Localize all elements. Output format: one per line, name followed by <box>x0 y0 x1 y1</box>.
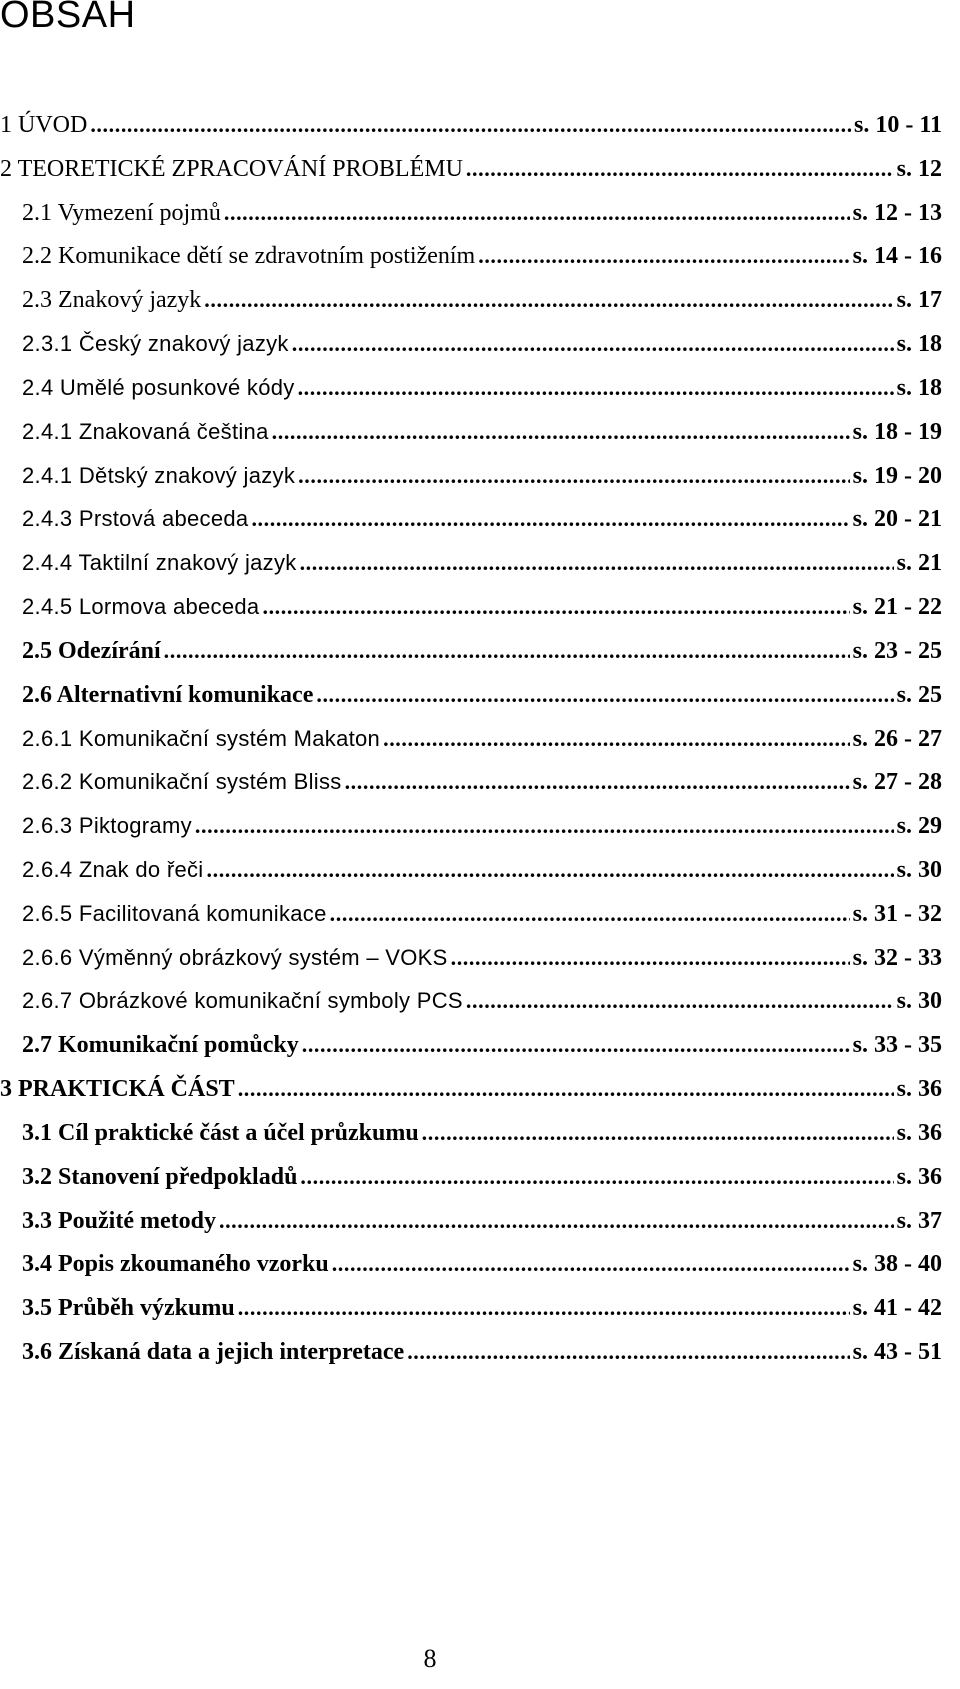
toc-leader-dots <box>451 943 850 973</box>
toc-entry-label: 2.6.4 Znak do řeči <box>22 856 204 882</box>
toc-entry[interactable] <box>22 373 942 403</box>
toc-entry-label: 2.6.5 Facilitovaná komunikace <box>22 900 327 926</box>
toc-entry-page: s. 18 <box>896 331 942 358</box>
toc-leader-dots <box>90 110 851 140</box>
toc-entry-page: s. 10 - 11 <box>853 112 942 138</box>
toc-entry-label: 2.4.1 Znakovaná čeština <box>22 418 269 444</box>
toc-leader-dots <box>238 1293 850 1323</box>
toc-entry[interactable] <box>22 592 942 622</box>
toc-entry-page: s. 21 - 22 <box>852 594 942 621</box>
toc-entry-label: 2.1 Vymezení pojmů <box>22 199 221 226</box>
toc-leader-dots <box>466 154 894 184</box>
toc-entry[interactable] <box>22 943 942 973</box>
toc-leader-dots <box>332 1249 850 1279</box>
toc-leader-dots <box>422 1118 894 1148</box>
toc-entry[interactable] <box>22 548 942 578</box>
toc-entry-page: s. 27 - 28 <box>852 769 942 796</box>
toc-entry-label: 3.1 Cíl praktické část a účel průzkumu <box>22 1119 419 1146</box>
toc-leader-dots <box>195 811 894 841</box>
toc-leader-dots <box>164 636 850 666</box>
toc-leader-dots <box>219 1206 894 1236</box>
toc-leader-dots <box>407 1337 849 1367</box>
toc-entry[interactable] <box>0 154 942 184</box>
toc-entry-page: s. 20 - 21 <box>852 506 942 533</box>
toc-entry-label: 2.6 Alternativní komunikace <box>22 681 314 708</box>
toc-entry-label: 2.6.2 Komunikační systém Bliss <box>22 769 342 795</box>
toc-leader-dots <box>298 373 894 403</box>
toc-entry[interactable] <box>22 724 942 754</box>
toc-entry[interactable] <box>22 636 942 666</box>
toc-entry-label: 2.7 Komunikační pomůcky <box>22 1032 299 1059</box>
toc-entry[interactable] <box>22 1030 942 1060</box>
toc-entry[interactable] <box>22 680 942 710</box>
toc-entry-label: 2.6.6 Výměnný obrázkový systém – VOKS <box>22 944 448 970</box>
toc-entry-label: 3.3 Použité metody <box>22 1207 216 1234</box>
toc-entry[interactable] <box>22 285 942 315</box>
toc-entry-page: s. 14 - 16 <box>852 243 942 270</box>
toc-entry-label: 2.4.3 Prstová abeceda <box>22 506 249 532</box>
toc-entry-page: s. 23 - 25 <box>852 637 942 664</box>
toc-leader-dots <box>383 724 850 754</box>
toc-entry-page: s. 36 <box>896 1076 942 1103</box>
toc-leader-dots <box>466 986 894 1016</box>
toc-entry[interactable] <box>22 1249 942 1279</box>
toc-entry-page: s. 17 <box>896 287 942 314</box>
toc-entry[interactable] <box>22 767 942 797</box>
toc-leader-dots <box>238 1074 894 1104</box>
toc-entry-page: s. 37 <box>896 1207 942 1234</box>
page-number: 8 <box>423 1644 437 1673</box>
toc-entry-label: 2.4.4 Taktilní znakový jazyk <box>22 550 297 576</box>
toc-leader-dots <box>224 198 850 228</box>
toc-entry-label: 2 TEORETICKÉ ZPRACOVÁNÍ PROBLÉMU <box>0 155 463 182</box>
toc-entry-label: 2.4.5 Lormova abeceda <box>22 594 260 620</box>
toc-entry[interactable] <box>22 461 942 491</box>
toc-leader-dots <box>345 767 850 797</box>
toc-entry-label: 1 ÚVOD <box>0 112 88 138</box>
toc-entry[interactable] <box>22 1162 942 1192</box>
toc-entry[interactable] <box>0 1074 942 1104</box>
toc-entry-page: s. 12 <box>896 155 942 182</box>
toc-leader-dots <box>298 461 850 491</box>
toc-entry[interactable] <box>22 1337 942 1367</box>
toc-entry[interactable] <box>22 1206 942 1236</box>
toc-entry[interactable] <box>22 417 942 447</box>
toc-entry-label: 2.6.3 Piktogramy <box>22 813 192 839</box>
toc-entry-page: s. 33 - 35 <box>852 1032 942 1059</box>
toc-leader-dots <box>300 1162 893 1192</box>
toc-entry[interactable] <box>22 241 942 271</box>
toc-leader-dots <box>251 504 849 534</box>
toc-entry-label: 2.5 Odezírání <box>22 637 161 664</box>
toc-entry-page: s. 43 - 51 <box>852 1339 942 1365</box>
toc-entry[interactable] <box>22 504 942 534</box>
toc-entry-page: s. 18 - 19 <box>852 418 942 445</box>
toc-entry-page: s. 25 <box>896 681 942 708</box>
toc-entry-page: s. 38 - 40 <box>852 1251 942 1278</box>
toc-entry-page: s. 32 - 33 <box>852 944 942 971</box>
toc-entry[interactable] <box>22 855 942 885</box>
toc-entry[interactable] <box>22 1118 942 1148</box>
toc-entry-label: 3.5 Průběh výzkumu <box>22 1295 235 1322</box>
page-title: OBSAH <box>0 0 136 36</box>
toc-entry-page: s. 29 <box>896 813 942 840</box>
toc-entry-label: 2.3 Znakový jazyk <box>22 287 202 314</box>
toc-leader-dots <box>262 592 849 622</box>
toc-entry[interactable] <box>22 329 942 359</box>
toc-leader-dots <box>478 241 849 271</box>
toc-entry-page: s. 12 - 13 <box>852 199 942 226</box>
toc-entry[interactable] <box>22 899 942 929</box>
toc-entry-label: 2.6.7 Obrázkové komunikační symboly PCS <box>22 988 463 1014</box>
toc-entry-page: s. 19 - 20 <box>852 462 942 489</box>
toc-entry[interactable] <box>22 1293 942 1323</box>
toc-entry-page: s. 21 <box>896 550 942 577</box>
toc-entry-label: 2.4.1 Dětský znakový jazyk <box>22 462 296 488</box>
toc-leader-dots <box>272 417 850 447</box>
toc-entry-page: s. 31 - 32 <box>852 900 942 927</box>
toc-entry[interactable] <box>22 986 942 1016</box>
toc-entry-label: 2.6.1 Komunikační systém Makaton <box>22 725 381 751</box>
toc-entry-label: 2.2 Komunikace dětí se zdravotním postižením <box>22 243 476 270</box>
toc-leader-dots <box>292 329 894 359</box>
toc-leader-dots <box>330 899 850 929</box>
toc-entry-page: s. 26 - 27 <box>852 725 942 752</box>
toc-entry-page: s. 36 <box>896 1163 942 1190</box>
toc-entry[interactable] <box>22 811 942 841</box>
toc-entry-page: s. 36 <box>896 1119 942 1146</box>
toc-entry-page: s. 30 <box>896 988 942 1015</box>
toc-entry[interactable] <box>0 110 942 140</box>
toc-entry[interactable] <box>22 198 942 228</box>
toc-leader-dots <box>300 548 894 578</box>
toc-leader-dots <box>302 1030 850 1060</box>
toc-leader-dots <box>316 680 893 710</box>
toc-entry-label: 2.3.1 Český znakový jazyk <box>22 331 289 357</box>
toc-leader-dots <box>207 855 894 885</box>
toc-entry-label: 3.6 Získaná data a jejich interpretace <box>22 1339 405 1365</box>
toc-entry-label: 3.2 Stanovení předpokladů <box>22 1163 298 1190</box>
toc-entry-page: s. 18 <box>896 374 942 401</box>
toc-entry-page: s. 41 - 42 <box>852 1295 942 1322</box>
toc-entry-label: 2.4 Umělé posunkové kódy <box>22 374 295 400</box>
toc-leader-dots <box>204 285 893 315</box>
toc-entry-label: 3 PRAKTICKÁ ČÁST <box>0 1076 235 1103</box>
toc-entry-label: 3.4 Popis zkoumaného vzorku <box>22 1251 329 1278</box>
toc-entry-page: s. 30 <box>896 856 942 883</box>
